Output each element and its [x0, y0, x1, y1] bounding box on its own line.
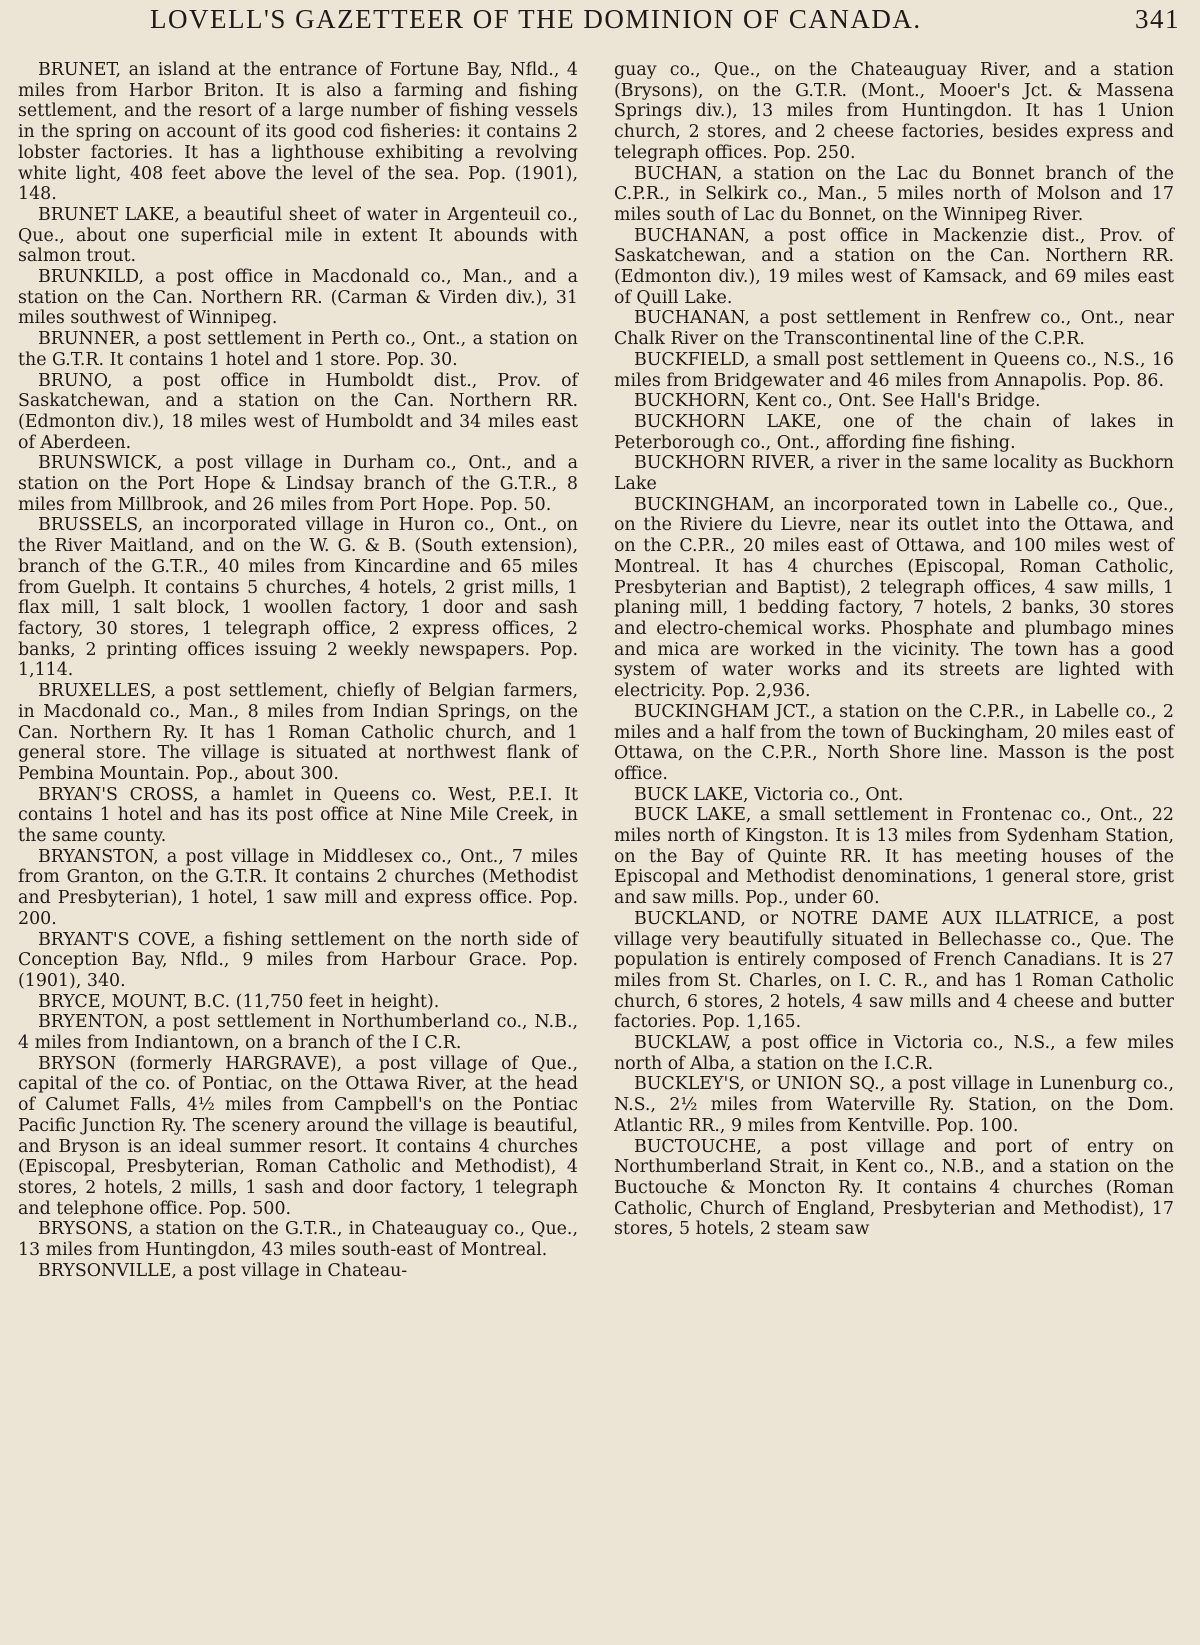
- gazetteer-entry: BRUNO, a post office in Humboldt dist., Prov. of Saskatchewan, and a station on the Can. Northern RR. (Edmonton div.), 18 miles west of Humboldt and 34 miles east of Aberdeen.: [18, 370, 578, 453]
- gazetteer-entry: BUCKLAND, or NOTRE DAME AUX ILLATRICE, a post village very beautifully situated in Bellechasse co., Que. The population is entirely composed of French Canadians. It is 27 miles from St. Charles, on I. C. R., and has 1 Roman Catholic church, 6 stores, 2 hotels, 4 saw mills and 4 cheese and butter factories. Pop. 1,165.: [614, 908, 1174, 1033]
- entry-continuation: guay co., Que., on the Chateauguay River, and a station (Brysons), on the G.T.R. (Mont., Mooer's Jct. & Massena Springs div.), 13 miles from Huntingdon. It has 1 Union church, 2 stores, and 2 cheese factories, besides express and telegraph offices. Pop. 250.: [614, 60, 1174, 163]
- gazetteer-entry: BUCK LAKE, Victoria co., Ont.: [634, 784, 904, 805]
- page-title: LOVELL'S GAZETTEER OF THE DOMINION OF CANADA.: [150, 4, 922, 34]
- gazetteer-entry: BUCKFIELD, a small post settlement in Queens co., N.S., 16 miles from Bridgewater and 46 miles from Annapolis. Pop. 86.: [614, 349, 1174, 391]
- gazetteer-entry: BRYCE, MOUNT, B.C. (11,750 feet in height).: [38, 991, 440, 1012]
- gazetteer-entry: BUCKHORN RIVER, a river in the same locality as Buckhorn Lake: [614, 453, 1174, 495]
- gazetteer-entry: BRUNSWICK, a post village in Durham co., Ont., and a station on the Port Hope & Lindsay branch of the G.T.R., 8 miles from Millbrook, and 26 miles from Port Hope. Pop. 50.: [18, 453, 578, 515]
- gazetteer-entry: BUCK LAKE, a small settlement in Frontenac co., Ont., 22 miles north of Kingston. It is 13 miles from Sydenham Station, on the Bay of Quinte RR. It has meeting houses of the Episcopal and Methodist denominations, 1 general store, grist and saw mills. Pop., under 60.: [614, 805, 1174, 909]
- gazetteer-entry: BUCKLAW, a post office in Victoria co., N.S., a few miles north of Alba, a station on the I.C.R.: [614, 1033, 1174, 1074]
- gazetteer-entry: BRYANSTON, a post village in Middlesex co., Ont., 7 miles from Granton, on the G.T.R. It contains 2 churches (Methodist and Presbyterian), 1 hotel, 1 saw mill and express office. Pop. 200.: [18, 846, 578, 929]
- gazetteer-entry: BRYANT'S COVE, a fishing settlement on the north side of Conception Bay, Nfld., 9 miles from Harbour Grace. Pop. (1901), 340.: [18, 929, 578, 991]
- gazetteer-entry: BUCKINGHAM, an incorporated town in Labelle co., Que., on the Riviere du Lievre, near its outlet into the Ottawa, and on the C.P.R., 20 miles east of Ottawa, and 100 miles west of Montreal. It has 4 churches (Episcopal, Roman Catholic, Presbyterian and Baptist), 2 telegraph offices, 4 saw mills, 1 planing mill, 1 bedding factory, 7 hotels, 2 banks, 30 stores and electro-chemical works. Phosphate and plumbago mines and mica are worked in the vicinity. The town has a good system of water works and its streets are lighted with electricity. Pop. 2,936.: [614, 494, 1174, 702]
- gazetteer-entry: BRUXELLES, a post settlement, chiefly of Belgian farmers, in Macdonald co., Man., 8 miles from Indian Springs, on the Can. Northern Ry. It has 1 Roman Catholic church, and 1 general store. The village is situated at northwest flank of Pembina Mountain. Pop., about 300.: [18, 681, 578, 784]
- gazetteer-entry: BUCKINGHAM JCT., a station on the C.P.R., in Labelle co., 2 miles and a half from the town of Buckingham, 20 miles east of Ottawa, on the C.P.R., North Shore line. Masson is the post office.: [614, 701, 1174, 784]
- gazetteer-entry: BUCKLEY'S, or UNION SQ., a post village in Lunenburg co., N.S., 2½ miles from Waterville Ry. Station, on the Dom. Atlantic RR., 9 miles from Kentville. Pop. 100.: [614, 1074, 1174, 1136]
- gazetteer-entry: BRYAN'S CROSS, a hamlet in Queens co. West, P.E.I. It contains 1 hotel and has its post office at Nine Mile Creek, in the same county.: [18, 784, 578, 847]
- running-head: [150, 4, 1180, 42]
- gazetteer-entry: BRUNKILD, a post office in Macdonald co., Man., and a station on the Can. Northern RR. (Carman & Virden div.), 31 miles southwest of Winnipeg.: [18, 267, 578, 329]
- gazetteer-entry: BRYENTON, a post settlement in Northumberland co., N.B., 4 miles from Indiantown, on a branch of the I C.R.: [18, 1012, 578, 1054]
- gazetteer-entry: BRUNET, an island at the entrance of Fortune Bay, Nfld., 4 miles from Harbor Briton. It is also a farming and fishing settlement, and the resort of a large number of fishing vessels in the spring on account of its good cod fisheries: it contains 2 lobster factories. It has a lighthouse exhibiting a revolving white light, 408 feet above the level of the sea. Pop. (1901), 148.: [18, 60, 578, 205]
- gazetteer-entry: BUCKHORN, Kent co., Ont. See Hall's Bridge.: [634, 391, 1041, 412]
- right-column: [614, 60, 1174, 1240]
- gazetteer-entry: BRUNNER, a post settlement in Perth co., Ont., a station on the G.T.R. It contains 1 hotel and 1 store. Pop. 30.: [18, 329, 578, 370]
- gazetteer-entry: BUCHANAN, a post office in Mackenzie dist., Prov. of Saskatchewan, and a station on the Can. Northern RR. (Edmonton div.), 19 miles west of Kamsack, and 69 miles east of Quill Lake.: [614, 225, 1174, 308]
- gazetteer-entry: BUCHAN, a station on the Lac du Bonnet branch of the C.P.R., in Selkirk co., Man., 5 miles north of Molson and 17 miles south of Lac du Bonnet, on the Winnipeg River.: [614, 163, 1174, 225]
- left-column: [18, 60, 578, 1281]
- gazetteer-entry: BUCHANAN, a post settlement in Renfrew co., Ont., near Chalk River on the Transcontinental line of the C.P.R.: [614, 308, 1174, 350]
- gazetteer-entry: BRYSONVILLE, a post village in Chateau-: [38, 1260, 408, 1281]
- gazetteer-entry: BRUNET LAKE, a beautiful sheet of water in Argenteuil co., Que., about one superficial mile in extent It abounds with salmon trout.: [18, 204, 578, 267]
- gazetteer-entry: BUCKHORN LAKE, one of the chain of lakes in Peterborough co., Ont., affording fine fishing.: [614, 411, 1174, 453]
- gazetteer-entry: BUCTOUCHE, a post village and port of entry on Northumberland Strait, in Kent co., N.B., and a station on the Buctouche & Moncton Ry. It contains 4 churches (Roman Catholic, Church of England, Presbyterian and Methodist), 17 stores, 5 hotels, 2 steam saw: [614, 1136, 1174, 1240]
- page-number: 341: [1135, 4, 1180, 34]
- gazetteer-entry: BRYSONS, a station on the G.T.R., in Chateauguay co., Que., 13 miles from Huntingdon, 43 miles south-east of Montreal.: [18, 1219, 578, 1261]
- gazetteer-entry: BRUSSELS, an incorporated village in Huron co., Ont., on the River Maitland, and on the W. G. & B. (South extension), branch of the G.T.R., 40 miles from Kincardine and 65 miles from Guelph. It contains 5 churches, 4 hotels, 2 grist mills, 1 flax mill, 1 salt block, 1 woollen factory, 1 door and sash factory, 30 stores, 1 telegraph office, 2 express offices, 2 banks, 2 printing offices issuing 2 weekly newspapers. Pop. 1,114.: [18, 515, 578, 681]
- gazetteer-entry: BRYSON (formerly HARGRAVE), a post village of Que., capital of the co. of Pontiac, on the Ottawa River, at the head of Calumet Falls, 4½ miles from Campbell's on the Pontiac Pacific Junction Ry. The scenery around the village is beautiful, and Bryson is an ideal summer resort. It contains 4 churches (Episcopal, Presbyterian, Roman Catholic and Methodist), 4 stores, 2 hotels, 2 mills, 1 sash and door factory, 1 telegraph and telephone office. Pop. 500.: [18, 1053, 578, 1219]
